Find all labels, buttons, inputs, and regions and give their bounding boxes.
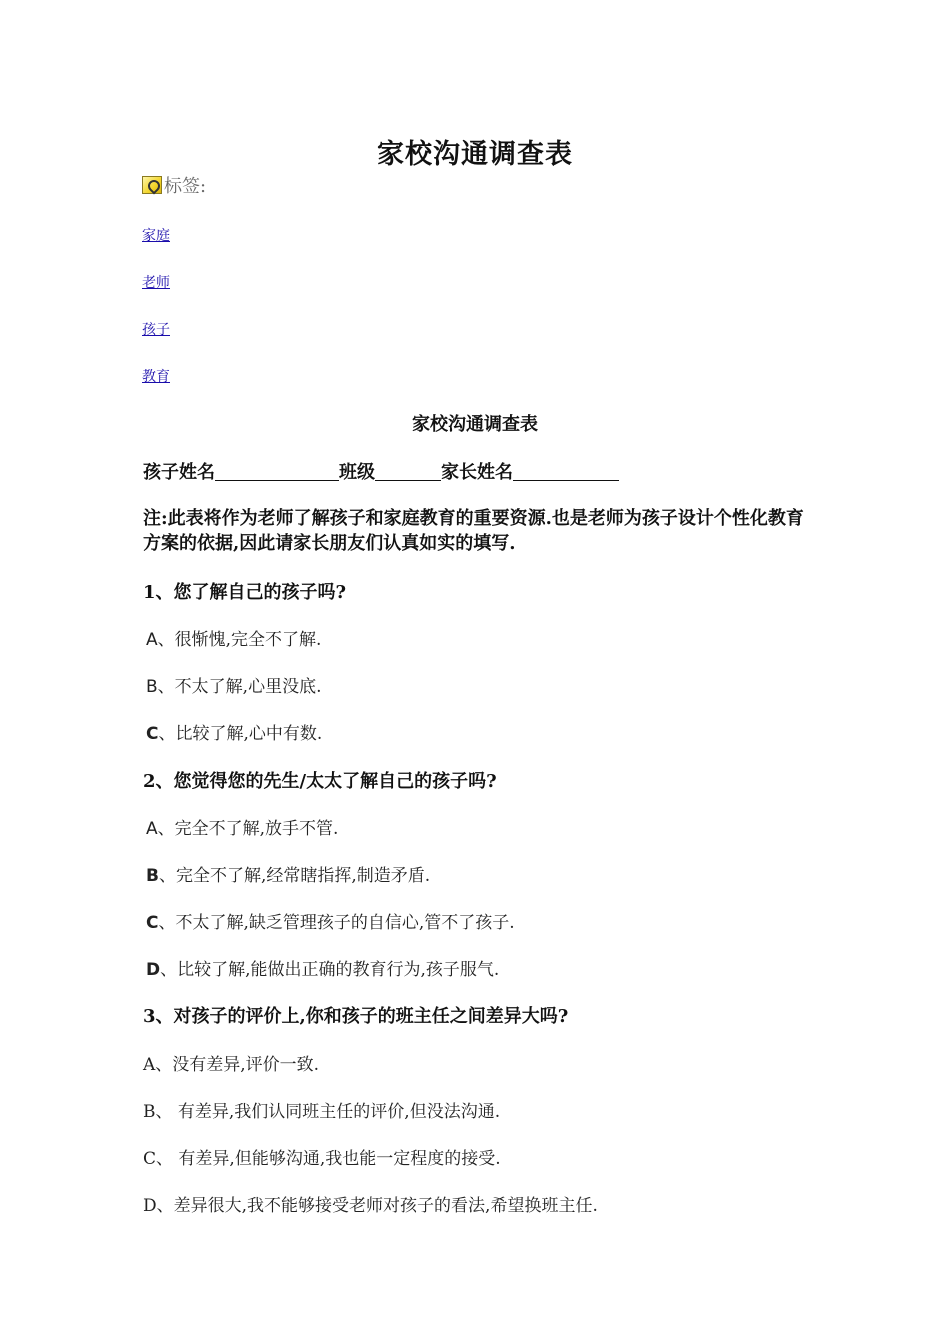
tag-link-education[interactable]: 教育 [142, 369, 170, 385]
question-3: 3、对孩子的评价上,你和孩子的班主任之间差异大吗? [143, 1006, 569, 1027]
option-text: 、很惭愧,完全不了解. [157, 630, 322, 650]
option-text: 、完全不了解,经常瞎指挥,制造矛盾. [158, 866, 431, 886]
survey-note: 注:此表将作为老师了解孩子和家庭教育的重要资源.也是老师为孩子设计个性化教育方案的依据,因此请家长朋友们认真如实的填写. [143, 508, 804, 554]
tag-link-child[interactable]: 孩子 [142, 322, 170, 338]
option-letter: C [146, 913, 159, 933]
tag-link-family[interactable]: 家庭 [142, 228, 170, 244]
tag-link-teacher[interactable]: 老师 [142, 275, 170, 291]
info-form-line [143, 458, 619, 484]
option-letter: C [143, 1149, 157, 1169]
option-letter: A [143, 1055, 156, 1075]
option-text: 、不太了解,心里没底. [157, 677, 322, 697]
q2-option-a[interactable] [146, 814, 338, 839]
q2-option-b[interactable] [146, 861, 430, 886]
option-letter: D [143, 1196, 157, 1216]
option-text: 、比较了解,能做出正确的教育行为,孩子服气. [160, 960, 500, 980]
option-text: 、 有差异,我们认同班主任的评价,但没法沟通. [155, 1102, 501, 1122]
option-text: 、完全不了解,放手不管. [157, 819, 339, 839]
class-label: 班级 [339, 462, 375, 483]
option-text: 、 有差异,但能够沟通,我也能一定程度的接受. [156, 1149, 501, 1169]
option-letter: A [146, 819, 158, 839]
q1-option-b[interactable] [146, 672, 321, 697]
option-text: 、不太了解,缺乏管理孩子的自信心,管不了孩子. [158, 913, 515, 933]
option-letter: D [146, 960, 161, 980]
q3-option-d[interactable] [143, 1191, 598, 1216]
option-text: 、没有差异,评价一致. [155, 1055, 320, 1075]
child-name-label: 孩子姓名 [143, 462, 215, 483]
q2-option-c[interactable] [146, 908, 515, 933]
q1-option-a[interactable] [146, 625, 321, 650]
survey-subtitle: 家校沟通调查表 [412, 414, 538, 435]
q1-option-c[interactable] [146, 719, 322, 744]
tags-label: 标签: [164, 176, 207, 197]
document-title: 家校沟通调查表 [377, 139, 573, 170]
question-1: 1、您了解自己的孩子吗? [143, 582, 347, 603]
child-name-blank[interactable] [215, 462, 339, 481]
class-blank[interactable] [375, 462, 441, 481]
q3-option-b[interactable] [143, 1097, 500, 1122]
option-letter: A [146, 630, 158, 650]
option-text: 、比较了解,心中有数. [158, 724, 323, 744]
q3-option-a[interactable] [143, 1050, 319, 1075]
option-letter: C [146, 724, 159, 744]
option-text: 、差异很大,我不能够接受老师对孩子的看法,希望换班主任. [156, 1196, 598, 1216]
option-letter: B [146, 677, 158, 697]
parent-name-blank[interactable] [513, 462, 619, 481]
tag-icon [142, 176, 162, 194]
q2-option-d[interactable] [146, 955, 499, 980]
option-letter: B [146, 866, 159, 886]
option-letter: B [143, 1102, 156, 1122]
question-2: 2、您觉得您的先生/太太了解自己的孩子吗? [143, 771, 497, 792]
tags-header [142, 172, 206, 198]
q3-option-c[interactable] [143, 1144, 501, 1169]
parent-name-label: 家长姓名 [441, 462, 513, 483]
